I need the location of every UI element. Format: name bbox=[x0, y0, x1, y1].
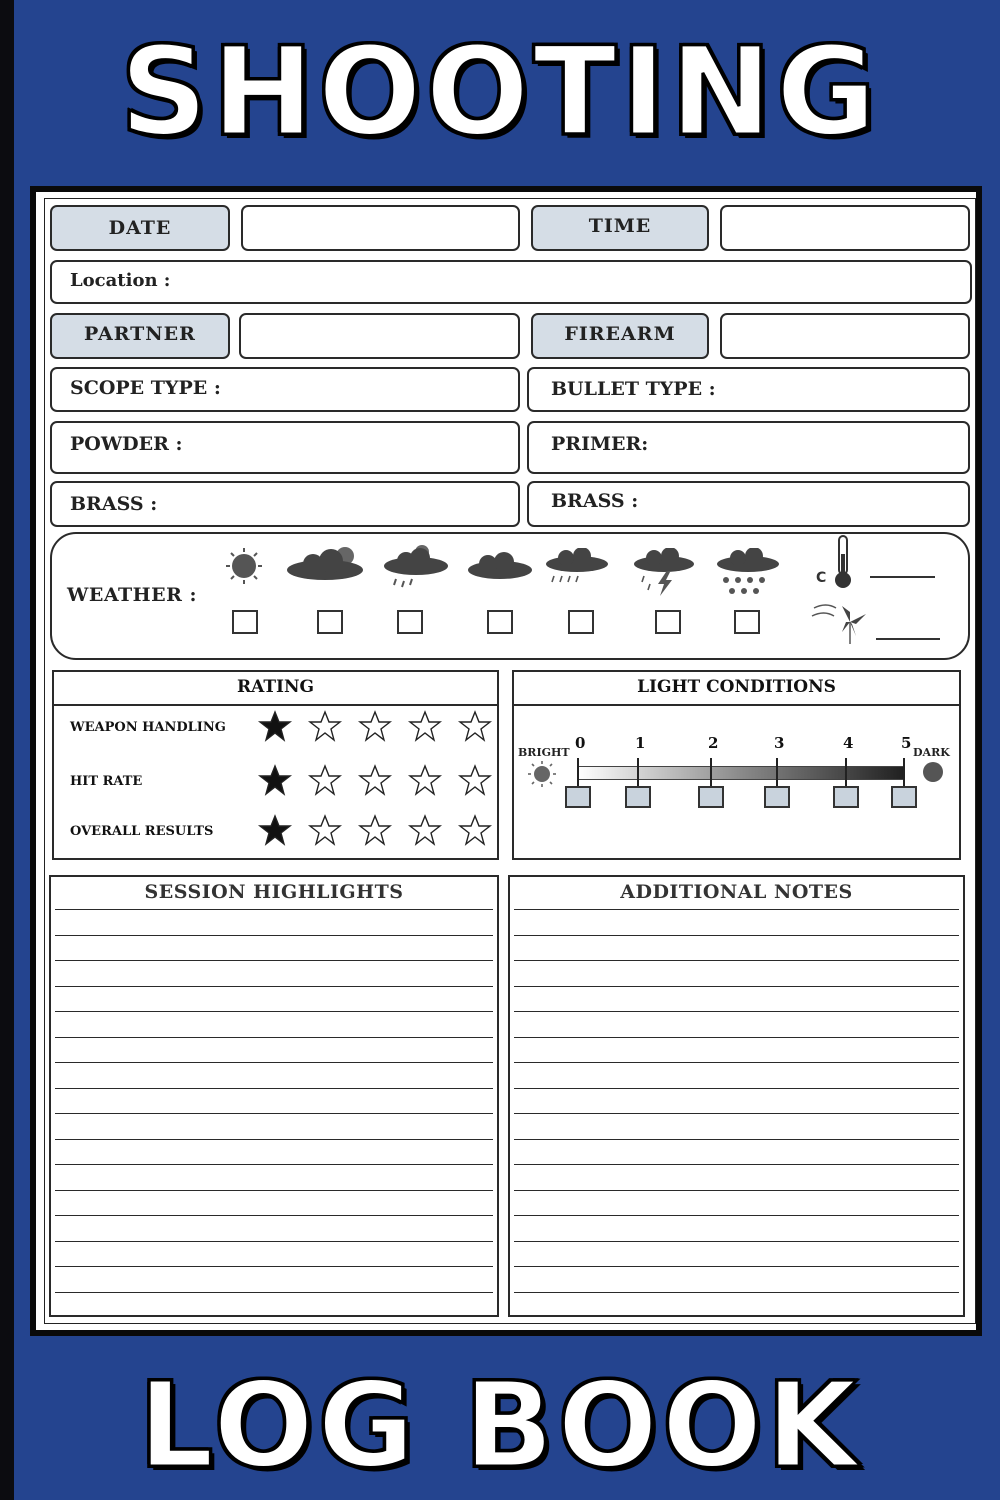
primer-field[interactable] bbox=[527, 421, 970, 474]
cover-spine-stripe bbox=[0, 0, 14, 1500]
weather-label: WEATHER : bbox=[67, 584, 198, 606]
time-label: TIME bbox=[588, 215, 652, 237]
cloudy-icon bbox=[466, 552, 534, 582]
powder-label: POWDER : bbox=[70, 433, 183, 455]
ruled-line bbox=[55, 1215, 493, 1216]
star-empty-icon[interactable] bbox=[454, 814, 496, 846]
light-level-number: 4 bbox=[843, 734, 854, 752]
ruled-line bbox=[55, 935, 493, 936]
scope-type-label: SCOPE TYPE : bbox=[70, 377, 221, 399]
date-field[interactable] bbox=[241, 205, 520, 251]
rating-label: WEAPON HANDLING bbox=[70, 720, 226, 735]
firearm-label: FIREARM bbox=[564, 323, 676, 345]
star-empty-icon[interactable] bbox=[454, 710, 496, 742]
location-label: Location : bbox=[70, 270, 171, 291]
light-level-tick bbox=[637, 758, 639, 786]
ruled-line bbox=[514, 1011, 959, 1012]
date-label: DATE bbox=[108, 217, 172, 239]
light-level-tick bbox=[776, 758, 778, 786]
ruled-line bbox=[514, 1037, 959, 1038]
thunderstorm-icon bbox=[632, 548, 696, 600]
rating-panel bbox=[52, 670, 499, 860]
star-empty-icon[interactable] bbox=[404, 814, 446, 846]
light-rain-icon bbox=[382, 542, 452, 594]
bright-label: BRIGHT bbox=[518, 746, 570, 759]
light-level-number: 5 bbox=[901, 734, 912, 752]
ruled-line bbox=[55, 1190, 493, 1191]
star-rating[interactable] bbox=[254, 814, 496, 846]
ruled-line bbox=[514, 1266, 959, 1267]
scope-type-field[interactable] bbox=[50, 367, 520, 412]
ruled-line bbox=[514, 1088, 959, 1089]
ruled-line bbox=[55, 1062, 493, 1063]
brass-right-field[interactable] bbox=[527, 481, 970, 527]
ruled-line bbox=[514, 1292, 959, 1293]
light-level-checkbox[interactable] bbox=[764, 786, 790, 808]
temperature-unit: C bbox=[816, 570, 827, 586]
light-level-number: 3 bbox=[774, 734, 785, 752]
cover-title-bottom: LOG BOOK bbox=[138, 1356, 862, 1494]
light-level-tick bbox=[577, 758, 579, 786]
light-level-tick bbox=[903, 758, 905, 786]
light-level-checkbox[interactable] bbox=[891, 786, 917, 808]
weather-rain-checkbox[interactable] bbox=[568, 610, 594, 634]
ruled-line bbox=[514, 935, 959, 936]
rating-title: RATING bbox=[54, 672, 497, 706]
ruled-line bbox=[55, 1266, 493, 1267]
ruled-line bbox=[55, 1164, 493, 1165]
ruled-line bbox=[55, 1113, 493, 1114]
additional-notes-title: ADDITIONAL NOTES bbox=[620, 881, 853, 903]
ruled-line bbox=[55, 986, 493, 987]
ruled-line bbox=[514, 1241, 959, 1242]
partner-label: PARTNER bbox=[84, 323, 196, 345]
star-filled-icon[interactable] bbox=[254, 764, 296, 796]
ruled-line bbox=[514, 1215, 959, 1216]
light-level-checkbox[interactable] bbox=[565, 786, 591, 808]
rain-icon bbox=[544, 548, 610, 590]
partner-field[interactable] bbox=[239, 313, 520, 359]
star-filled-icon[interactable] bbox=[254, 710, 296, 742]
star-filled-icon[interactable] bbox=[254, 814, 296, 846]
brass-left-label: BRASS : bbox=[70, 493, 158, 515]
sunny-icon bbox=[220, 546, 268, 586]
light-conditions-panel bbox=[512, 670, 961, 860]
star-empty-icon[interactable] bbox=[404, 710, 446, 742]
star-empty-icon[interactable] bbox=[454, 764, 496, 796]
session-highlights-title: SESSION HIGHLIGHTS bbox=[144, 881, 404, 903]
light-conditions-title: LIGHT CONDITIONS bbox=[514, 672, 959, 706]
weather-snow-checkbox[interactable] bbox=[734, 610, 760, 634]
light-level-checkbox[interactable] bbox=[833, 786, 859, 808]
weather-light-rain-checkbox[interactable] bbox=[397, 610, 423, 634]
ruled-line bbox=[55, 1139, 493, 1140]
primer-label: PRIMER: bbox=[551, 433, 649, 455]
brass-left-field[interactable] bbox=[50, 481, 520, 527]
bullet-type-field[interactable] bbox=[527, 367, 970, 412]
weather-section bbox=[50, 532, 970, 660]
firearm-label-box bbox=[531, 313, 709, 359]
brass-right-label: BRASS : bbox=[551, 490, 639, 512]
ruled-line bbox=[514, 909, 959, 910]
wind-line bbox=[876, 638, 940, 640]
ruled-line bbox=[514, 1062, 959, 1063]
time-field[interactable] bbox=[720, 205, 970, 251]
weather-cloudy-checkbox[interactable] bbox=[487, 610, 513, 634]
thermometer-icon bbox=[828, 534, 858, 590]
ruled-line bbox=[55, 1292, 493, 1293]
star-empty-icon[interactable] bbox=[304, 764, 346, 796]
light-level-checkbox[interactable] bbox=[625, 786, 651, 808]
rating-label: HIT RATE bbox=[70, 774, 143, 789]
ruled-line bbox=[514, 1139, 959, 1140]
weather-partly-cloudy-checkbox[interactable] bbox=[317, 610, 343, 634]
star-empty-icon[interactable] bbox=[404, 764, 446, 796]
star-empty-icon[interactable] bbox=[354, 814, 396, 846]
bright-sun-icon bbox=[524, 760, 560, 788]
light-level-number: 1 bbox=[635, 734, 646, 752]
light-level-number: 0 bbox=[575, 734, 586, 752]
date-label-box bbox=[50, 205, 230, 251]
light-level-checkbox[interactable] bbox=[698, 786, 724, 808]
snow-icon bbox=[714, 548, 782, 602]
light-level-number: 2 bbox=[708, 734, 719, 752]
rating-label: OVERALL RESULTS bbox=[70, 824, 214, 839]
bullet-type-label: BULLET TYPE : bbox=[551, 378, 716, 400]
ruled-line bbox=[514, 986, 959, 987]
star-empty-icon[interactable] bbox=[304, 814, 346, 846]
star-rating[interactable] bbox=[254, 710, 496, 742]
light-level-tick bbox=[845, 758, 847, 786]
ruled-line bbox=[55, 1241, 493, 1242]
dark-label: DARK bbox=[913, 746, 950, 759]
weather-thunderstorm-checkbox[interactable] bbox=[655, 610, 681, 634]
ruled-line bbox=[55, 1088, 493, 1089]
partner-label-box bbox=[50, 313, 230, 359]
ruled-line bbox=[514, 960, 959, 961]
ruled-line bbox=[55, 960, 493, 961]
ruled-line bbox=[514, 1113, 959, 1114]
cover-title-top: SHOOTING bbox=[119, 21, 881, 163]
time-label-box bbox=[531, 205, 709, 251]
star-empty-icon[interactable] bbox=[354, 710, 396, 742]
weather-sunny-checkbox[interactable] bbox=[232, 610, 258, 634]
location-field[interactable] bbox=[50, 260, 972, 304]
light-gradient-bar bbox=[577, 766, 905, 780]
ruled-line bbox=[514, 1190, 959, 1191]
partly-cloudy-icon bbox=[285, 542, 369, 584]
star-rating[interactable] bbox=[254, 764, 496, 796]
wind-icon bbox=[810, 596, 870, 646]
ruled-line bbox=[55, 1011, 493, 1012]
star-empty-icon[interactable] bbox=[304, 710, 346, 742]
star-empty-icon[interactable] bbox=[354, 764, 396, 796]
dark-circle-icon bbox=[918, 760, 948, 784]
powder-field[interactable] bbox=[50, 421, 520, 474]
ruled-line bbox=[55, 909, 493, 910]
additional-notes-panel[interactable] bbox=[508, 875, 965, 1317]
session-highlights-panel[interactable] bbox=[49, 875, 499, 1317]
temperature-line bbox=[870, 576, 935, 578]
ruled-line bbox=[55, 1037, 493, 1038]
firearm-field[interactable] bbox=[720, 313, 970, 359]
light-level-tick bbox=[710, 758, 712, 786]
ruled-line bbox=[514, 1164, 959, 1165]
